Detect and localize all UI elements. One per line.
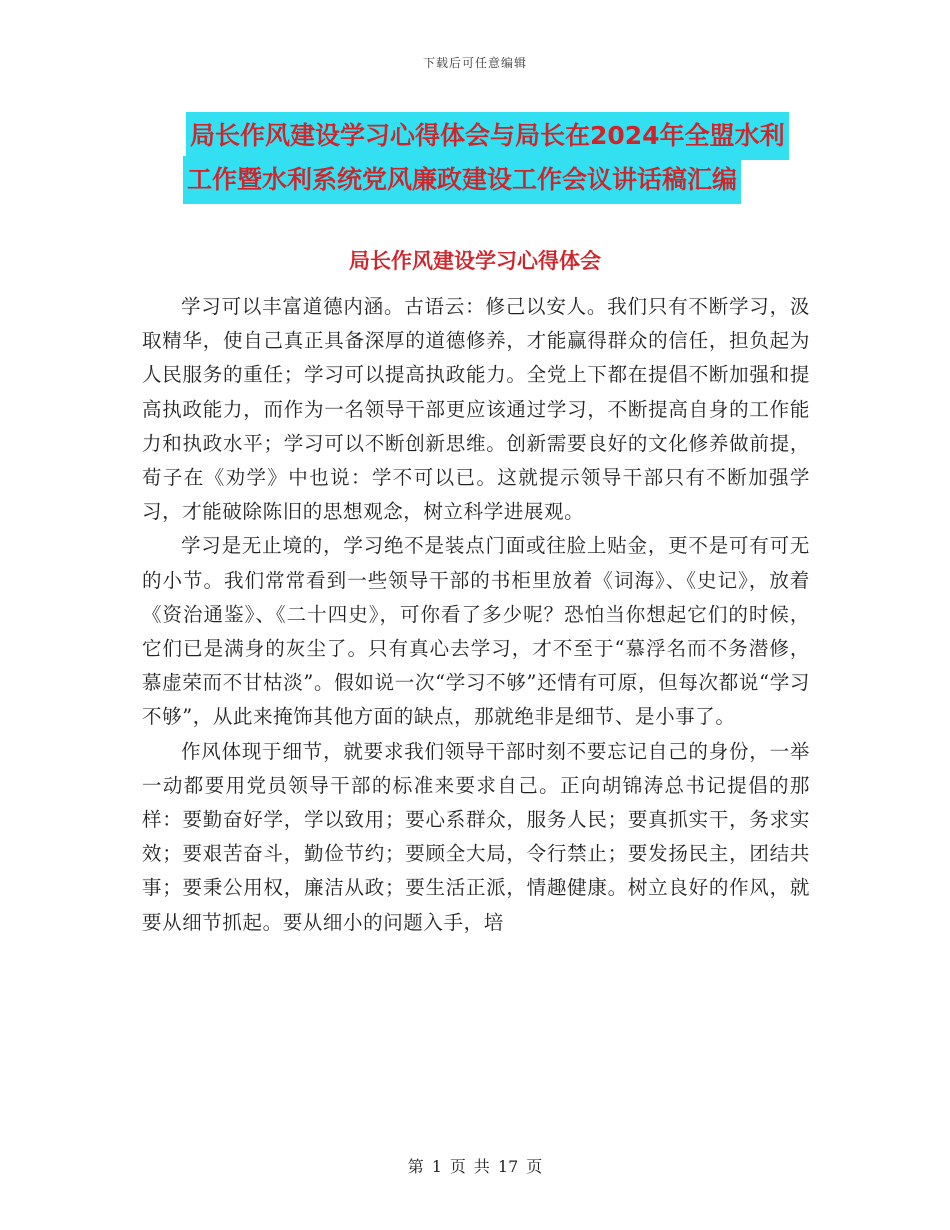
footer-label-unit-2: 页 xyxy=(526,1157,543,1176)
paragraph-3: 作风体现于细节，就要求我们领导干部时刻不要忘记自己的身份，一举一动都要用党员领导干部的标准来要求自己。正向胡锦涛总书记提倡的那样：要勤奋好学，学以致用；要心系群众，服务人民；要真抓实干，务求实效；要艰苦奋斗，勤俭节约；要顾全大局，令行禁止；要发扬民主，团结共事；要秉公用权，廉洁从政；要生活正派，情趣健康。树立良好的作风，就要从细节抓起。要从细小的问题入手，培 xyxy=(142,739,810,934)
footer-current-page: 1 xyxy=(431,1157,442,1176)
document-title-line-2: 工作暨水利系统党风廉政建设工作会议讲话稿汇编 xyxy=(183,156,741,204)
document-title-line-1: 局长作风建设学习心得体会与局长在2024年全盟水利 xyxy=(186,112,789,160)
page-header-note: 下载后可任意编辑 xyxy=(422,56,527,70)
footer-label-total: 共 xyxy=(473,1157,490,1176)
footer-label-unit: 页 xyxy=(449,1157,466,1176)
section-title: 局长作风建设学习心得体会 xyxy=(349,249,601,273)
paragraph-2: 学习是无止境的，学习绝不是装点门面或往脸上贴金，更不是可有可无的小节。我们常常看到一些领导干部的书柜里放着《词海》、《史记》，放着《资治通鉴》、《二十四史》，可你看了多少呢？恐怕当你想起它们的时候，它们已是满身的灰尘了。只有真心去学习，才不至于“慕浮名而不务潜修，慕虚荣而不甘枯淡”。假如说一次“学习不够”还情有可原，但每次都说“学习不够”，从此来掩饰其他方面的缺点，那就绝非是细节、是小事了。 xyxy=(142,534,810,729)
body-text xyxy=(142,290,810,940)
page-footer xyxy=(0,1154,950,1177)
footer-label-page: 第 xyxy=(407,1157,424,1176)
paragraph-1: 学习可以丰富道德内涵。古语云：修己以安人。我们只有不断学习，汲取精华，使自己真正具备深厚的道德修养，才能赢得群众的信任，担负起为人民服务的重任；学习可以提高执政能力。全党上下都在提倡不断加强和提高执政能力，而作为一名领导干部更应该通过学习，不断提高自身的工作能力和执政水平；学习可以不断创新思维。创新需要良好的文化修养做前提，荀子在《劝学》中也说：学不可以已。这就提示领导干部只有不断加强学习，才能破除陈旧的思想观念，树立科学进展观。 xyxy=(142,295,810,524)
footer-total-pages: 17 xyxy=(497,1157,519,1176)
